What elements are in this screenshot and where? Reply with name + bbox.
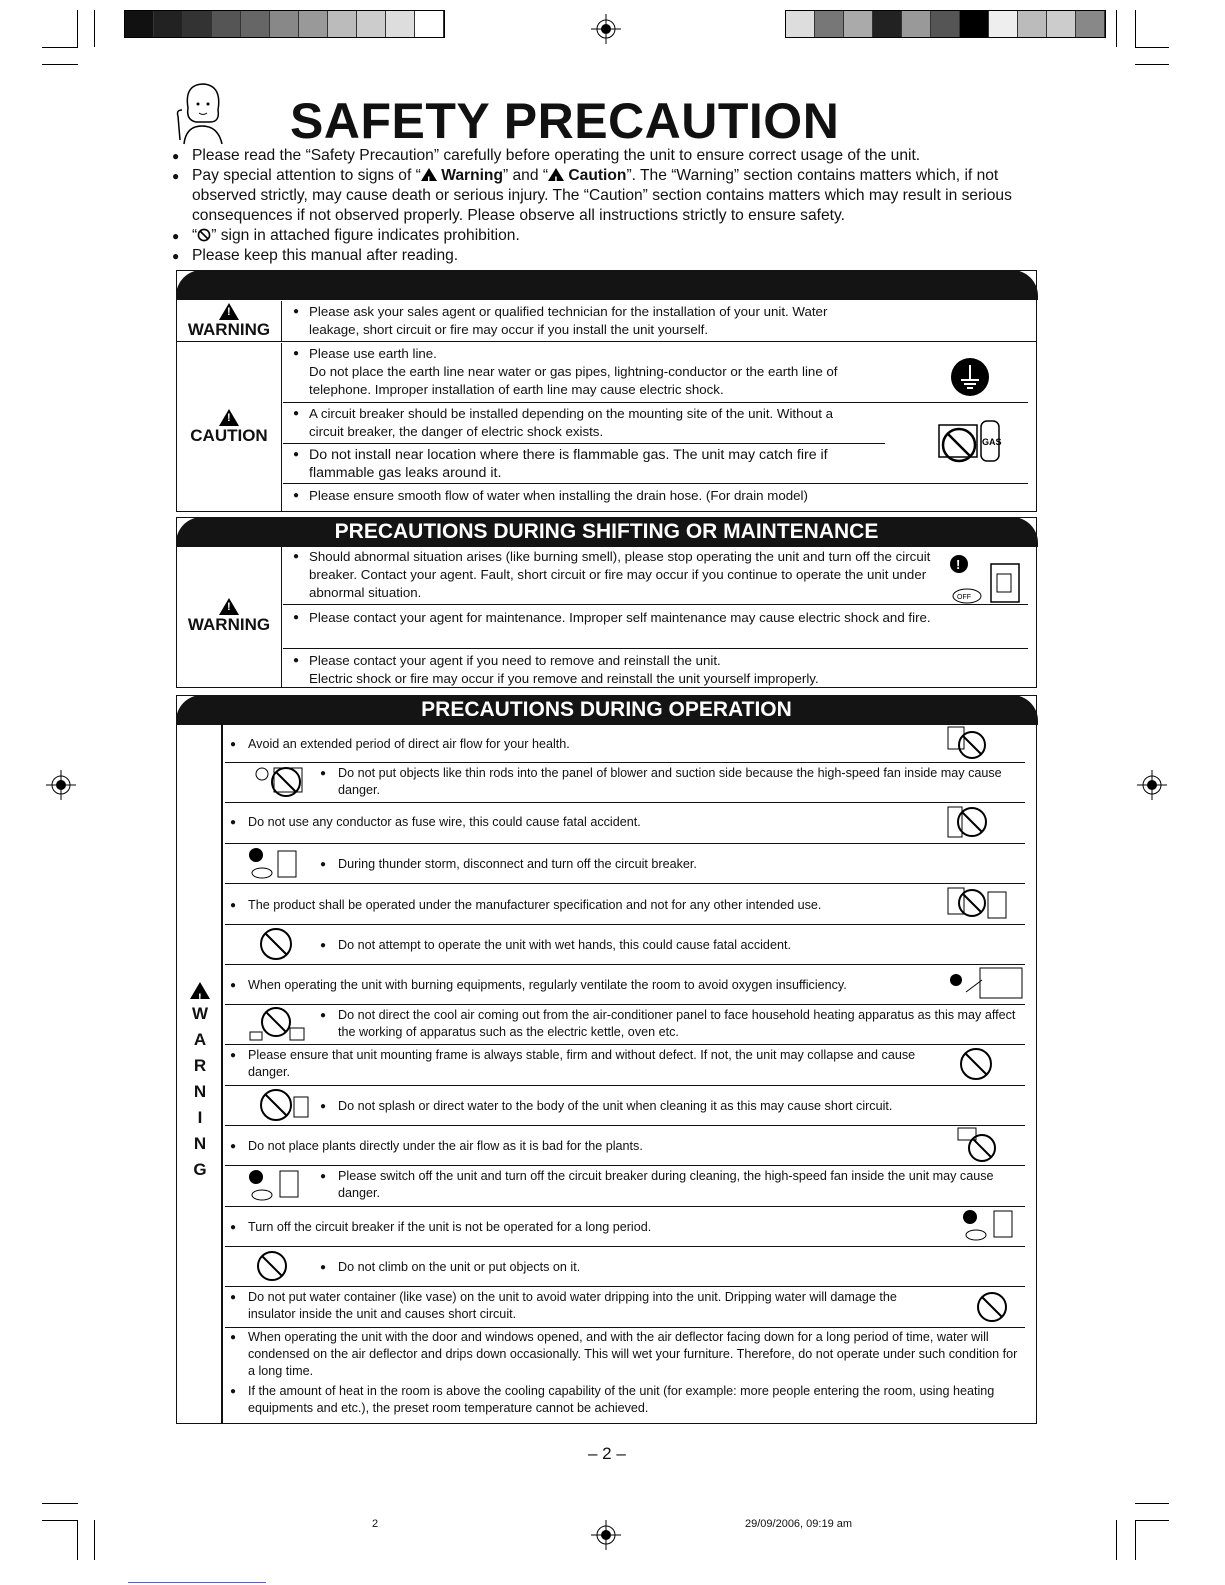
shifting-maintenance-section: [176, 517, 1037, 688]
install-caution-4: ● Please ensure smooth flow of water when installing the drain hose. (For drain model): [293, 488, 808, 503]
operation-item-15: ● Do not put water container (like vase) on the unit to avoid water dripping into the unit. Dripping water will damage the insulator inside the unit and causes short circuit.: [230, 1290, 897, 1321]
operation-heading: PRECAUTIONS DURING OPERATION: [176, 695, 1038, 725]
registration-mark-left: [46, 770, 76, 800]
operation-item-13: ● Turn off the circuit breaker if the unit is not be operated for a long period.: [230, 1220, 652, 1234]
caution-triangle-icon: [548, 168, 564, 181]
operation-item-17: ● If the amount of heat in the room is above the cooling capability of the unit (for example: more people entering the room, using heating equipments and etc.), the preset room temperature cannot be achieved.: [230, 1384, 995, 1415]
earth-ground-icon: [950, 357, 990, 397]
operation-item-10: ● Do not splash or direct water to the body of the unit when cleaning it as this may cause short circuit.: [320, 1099, 893, 1113]
warning-triangle-icon: [190, 982, 210, 999]
operation-item-11: ● Do not place plants directly under the air flow as it is bad for the plants.: [230, 1139, 643, 1153]
insert-rod-prohibition-icon: [246, 764, 308, 800]
operation-item-12: ● Please switch off the unit and turn off the circuit breaker during cleaning, the high-speed fan inside the unit may cause danger.: [320, 1169, 994, 1200]
intro-line-3: ● “ ” sign in attached figure indicates prohibition.: [172, 226, 1052, 246]
water-container-prohibition-icon: [970, 1287, 1016, 1325]
page-number: – 2 –: [588, 1444, 626, 1463]
operation-item-8: ● Do not direct the cool air coming out from the air-conditioner panel to face household heating apparatus as this may affect the working of apparatus such as the electric kettle, oven etc.: [320, 1008, 1016, 1039]
fuse-wire-prohibition-icon: [946, 803, 992, 841]
operation-item-3: ● Do not use any conductor as fuse wire, this could cause fatal accident.: [230, 815, 641, 829]
plants-prohibition-icon: [956, 1126, 1012, 1164]
unstable-frame-prohibition-icon: [946, 1046, 1008, 1082]
registration-mark-right: [1137, 770, 1167, 800]
intro-text: [172, 146, 1052, 266]
unintended-use-prohibition-icon: [946, 884, 1008, 922]
footer-underline: [128, 1582, 266, 1583]
install-warning-1: ● Please ask your sales agent or qualified technician for the installation of your unit. Water leakage, short circuit or fire may occur if you install the unit yourself.: [293, 304, 828, 337]
operation-item-14: ● Do not climb on the unit or put objects on it.: [320, 1260, 581, 1274]
svg-text:GAS: GAS: [982, 437, 1002, 447]
page-title: SAFETY PRECAUTION: [290, 93, 840, 149]
operation-warning-vertical-label: ! W A R N I N G: [186, 982, 214, 1183]
install-caution-3: ● Do not install near location where there is flammable gas. The unit may catch fire if flammable gas leaks around it.: [293, 447, 828, 481]
warning-triangle-icon: [219, 598, 239, 615]
operation-item-2: ● Do not put objects like thin rods into the panel of blower and suction side because the high-speed fan inside may cause danger.: [320, 766, 1002, 797]
registration-mark-top: [591, 14, 621, 44]
shifting-item-2: ● Please contact your agent for maintenance. Improper self maintenance may cause electric shock and fire.: [293, 610, 931, 625]
footer-file-page: 2: [372, 1518, 379, 1530]
intro-line-4: ● Please keep this manual after reading.: [172, 246, 1052, 266]
intro-line-2: ● Pay special attention to signs of “! Warning” and “! Caution”. The “Warning” section contains matters which, if not observed strictly, may cause death or serious injury. The “Caution” section contains matters which may result in serious consequences if not observed properly. Please observe all instructions strictly to ensure safety.: [172, 166, 1052, 226]
install-warning-label: ! WARNING: [177, 301, 282, 341]
color-bar-right: [785, 10, 1106, 38]
operation-item-1: ● Avoid an extended period of direct air flow for your health.: [230, 737, 570, 751]
heating-apparatus-prohibition-icon: [246, 1006, 308, 1042]
climb-unit-prohibition-icon: [254, 1248, 294, 1284]
wet-hands-prohibition-icon: [256, 926, 296, 962]
shifting-heading: PRECAUTIONS DURING SHIFTING OR MAINTENANCE: [176, 517, 1038, 547]
intro-line-1: ● Please read the “Safety Precaution” carefully before operating the unit to ensure correct usage of the unit.: [172, 146, 1052, 166]
installation-section: [176, 270, 1037, 512]
operation-item-16: ● When operating the unit with the door and windows opened, and with the air deflector facing down for a long period of time, water will condensed on the air deflector and drips down occasionally. This will wet your furniture. Therefore, do not operate under such condition for a long time.: [230, 1330, 1018, 1378]
color-bar-left: [124, 10, 445, 38]
operation-item-6: ● Do not attempt to operate the unit with wet hands, this could cause fatal accident.: [320, 938, 791, 952]
warning-triangle-icon: [219, 303, 239, 320]
warning-triangle-icon: [421, 168, 437, 181]
footer-timestamp: 29/09/2006, 09:19 am: [745, 1518, 853, 1530]
prohibition-icon: [197, 228, 211, 242]
operation-item-5: ● The product shall be operated under the manufacturer specification and not for any other intended use.: [230, 898, 822, 912]
circuit-breaker-off-icon: [960, 1207, 1016, 1243]
operation-item-9: ● Please ensure that unit mounting frame is always stable, firm and without defect. If not, the unit may collapse and cause danger.: [230, 1048, 916, 1079]
shifting-item-3: ● Please contact your agent if you need to remove and reinstall the unit. Electric shock or fire may occur if you remove and reinstall the unit yourself improperly.: [293, 653, 819, 686]
install-caution-2: ● A circuit breaker should be installed depending on the mounting site of the unit. Without a circuit breaker, the danger of electric shock exists.: [293, 406, 834, 439]
install-caution-1: ● Please use earth line. Do not place the earth line near water or gas pipes, lightning-conductor or the earth line of telephone. Improper installation of earth line may cause electric shock.: [293, 346, 838, 397]
caution-triangle-icon: [219, 409, 239, 426]
splash-water-prohibition-icon: [242, 1087, 312, 1123]
installation-header-bar: [176, 270, 1038, 300]
shifting-warning-label: ! WARNING: [177, 546, 282, 687]
svg-text:OFF: OFF: [957, 594, 971, 601]
install-caution-label: ! CAUTION: [177, 343, 282, 511]
svg-text:!: !: [956, 557, 961, 572]
circuit-breaker-off-icon: [947, 550, 1027, 608]
direct-airflow-prohibition-icon: [946, 725, 992, 761]
ventilate-room-icon: [946, 966, 1026, 1002]
registration-mark-bottom: [591, 1520, 621, 1550]
operation-item-4: ● During thunder storm, disconnect and turn off the circuit breaker.: [320, 857, 697, 871]
lady-illustration-icon: [170, 78, 234, 146]
shifting-item-1: ● Should abnormal situation arises (like burning smell), please stop operating the unit and turn off the circuit breaker. Contact your agent. Fault, short circuit or fire may occur if you continue to operate the unit under abnormal situation.: [293, 549, 931, 600]
gas-cylinder-prohibition-icon: [925, 411, 1011, 471]
operation-item-7: ● When operating the unit with burning equipments, regularly ventilate the room to avoid oxygen insufficiency.: [230, 978, 847, 992]
circuit-breaker-off-icon: [246, 1167, 302, 1203]
circuit-breaker-off-icon: [246, 845, 298, 881]
